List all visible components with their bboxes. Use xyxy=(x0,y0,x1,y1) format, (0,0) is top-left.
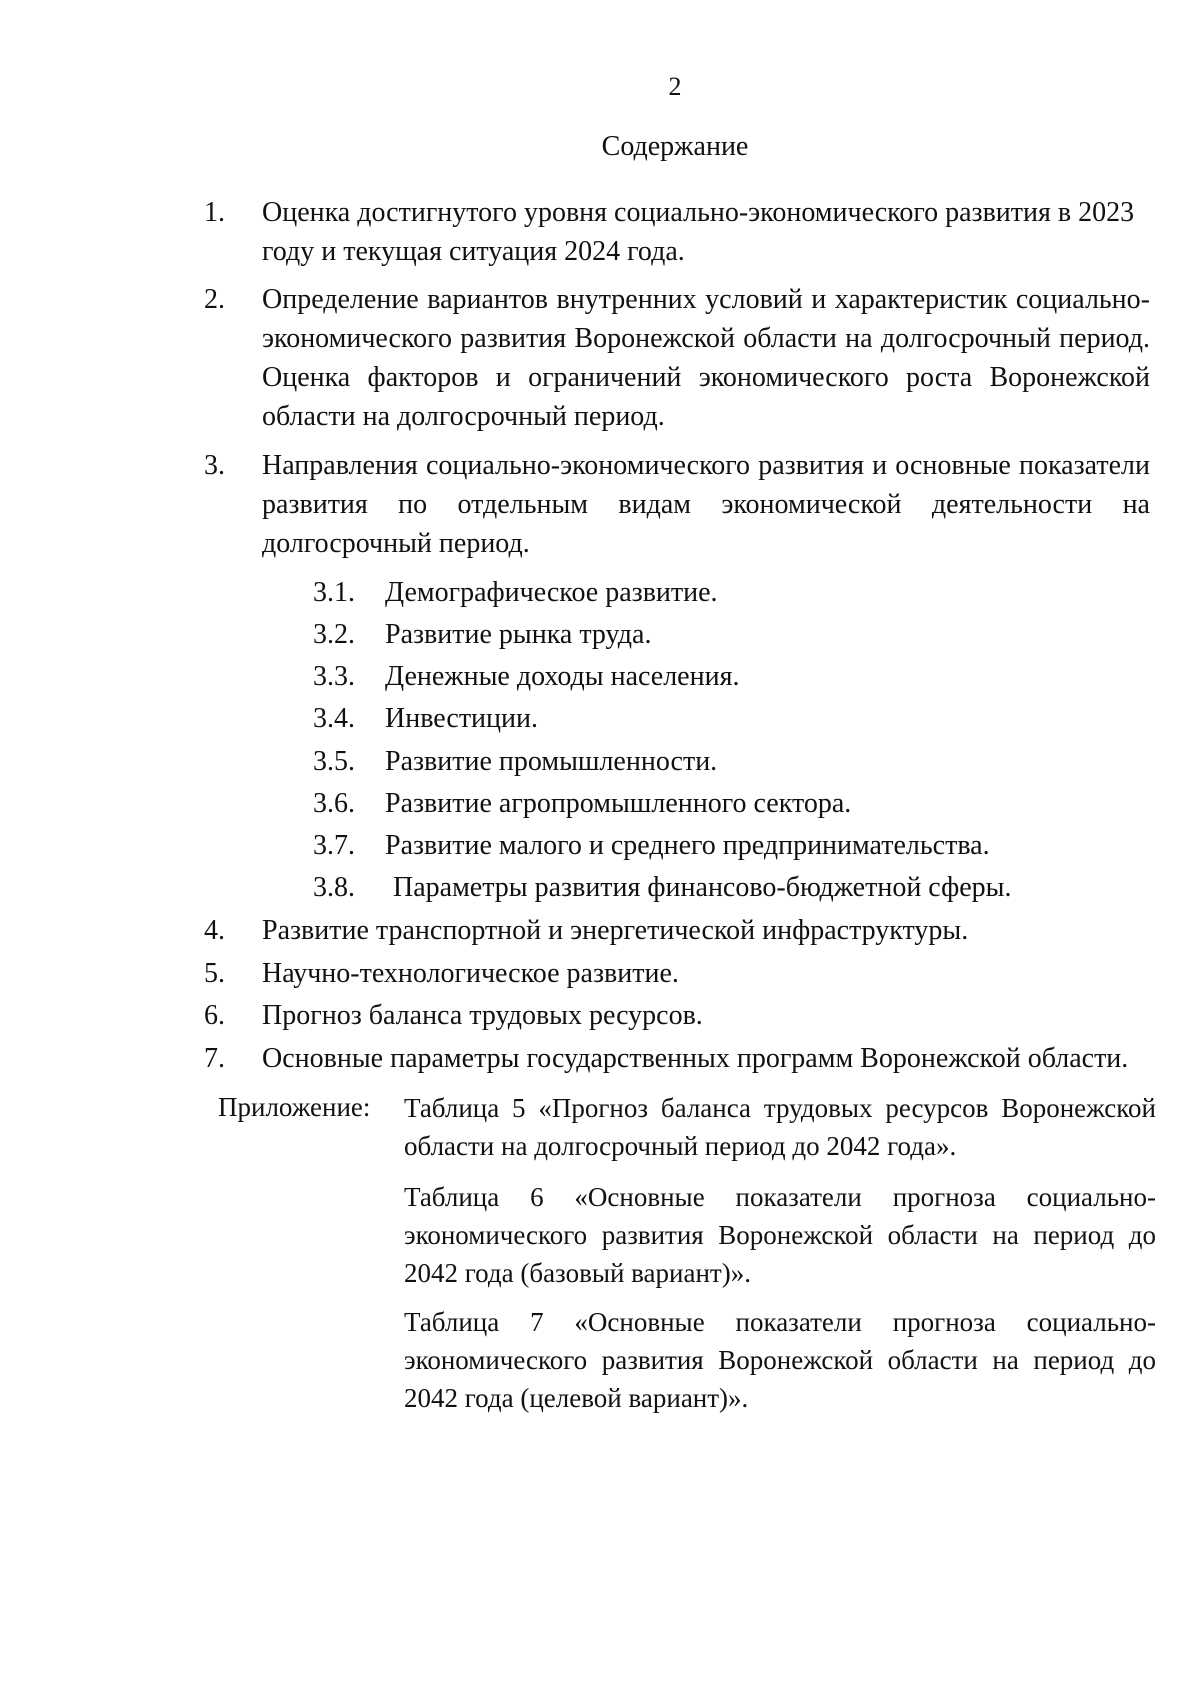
toc-entry-text: Оценка достигнутого уровня социально-экономического развития в 2023 году и текущая ситуация 2024 года. xyxy=(262,197,1135,267)
toc-title: Содержание xyxy=(601,131,749,162)
toc-entry-1[interactable] xyxy=(204,193,1150,271)
toc-entry-number: 3. xyxy=(204,450,225,481)
toc-entry-number: 1. xyxy=(204,197,225,228)
appendix-item-table-6[interactable]: Таблица 6 «Основные показатели прогноза социально-экономического развития Воронежской области на период до 2042 года (базовый вариант)». xyxy=(404,1182,1156,1288)
toc-entry-number: 7. xyxy=(204,1043,225,1074)
toc-entry-number: 5. xyxy=(204,958,225,989)
toc-entry-text: Основные параметры государственных программ Воронежской области. xyxy=(262,1043,1129,1074)
toc-subentry-text: Развитие рынка труда. xyxy=(385,619,652,650)
toc-subentry-number: 3.6. xyxy=(313,788,355,819)
toc-subentry-number: 3.2. xyxy=(313,619,355,650)
toc-subentry-text: Развитие малого и среднего предпринимательства. xyxy=(385,830,990,861)
toc-subentry-text: Параметры развития финансово-бюджетной сферы. xyxy=(393,872,1012,903)
toc-subentry-text: Демографическое развитие. xyxy=(385,577,718,608)
toc-entry-text: Развитие транспортной и энергетической инфраструктуры. xyxy=(262,915,969,946)
toc-subentry-text: Развитие промышленности. xyxy=(385,746,718,777)
toc-entry-3[interactable] xyxy=(204,446,1150,563)
appendix-label: Приложение: xyxy=(218,1092,371,1122)
appendix-item-table-5[interactable]: Таблица 5 «Прогноз баланса трудовых ресурсов Воронежской области на долгосрочный период до 2042 года». xyxy=(404,1093,1156,1161)
toc-subentry-number: 3.5. xyxy=(313,746,355,777)
toc-entry-2[interactable] xyxy=(204,280,1150,436)
toc-entry-number: 2. xyxy=(204,284,225,315)
appendix-item-table-7[interactable]: Таблица 7 «Основные показатели прогноза социально-экономического развития Воронежской области на период до 2042 года (целевой вариант)». xyxy=(404,1307,1156,1413)
toc-entry-text: Направления социально-экономического развития и основные показатели развития по отдельным видам экономической деятельности на долгосрочный период. xyxy=(262,450,1150,559)
toc-subentry-number: 3.4. xyxy=(313,703,355,734)
toc-entry-number: 4. xyxy=(204,915,225,946)
page-number: 2 xyxy=(668,72,682,101)
toc-subentry-text: Инвестиции. xyxy=(385,703,538,734)
toc-subentry-text: Развитие агропромышленного сектора. xyxy=(385,788,852,819)
toc-entry-text: Прогноз баланса трудовых ресурсов. xyxy=(262,1000,703,1031)
toc-entry-text: Определение вариантов внутренних условий и характеристик социально-экономического развития Воронежской области на долгосрочный период. Оценка факторов и ограничений экономического роста Воронежской области на долгосрочный период. xyxy=(262,284,1150,432)
toc-subentry-number: 3.1. xyxy=(313,577,355,608)
toc-entry-number: 6. xyxy=(204,1000,225,1031)
toc-entry-text: Научно-технологическое развитие. xyxy=(262,958,679,989)
toc-subentry-text: Денежные доходы населения. xyxy=(385,661,740,692)
toc-subentry-number: 3.8. xyxy=(313,872,355,903)
toc-subentry-number: 3.7. xyxy=(313,830,355,861)
toc-subentry-number: 3.3. xyxy=(313,661,355,692)
